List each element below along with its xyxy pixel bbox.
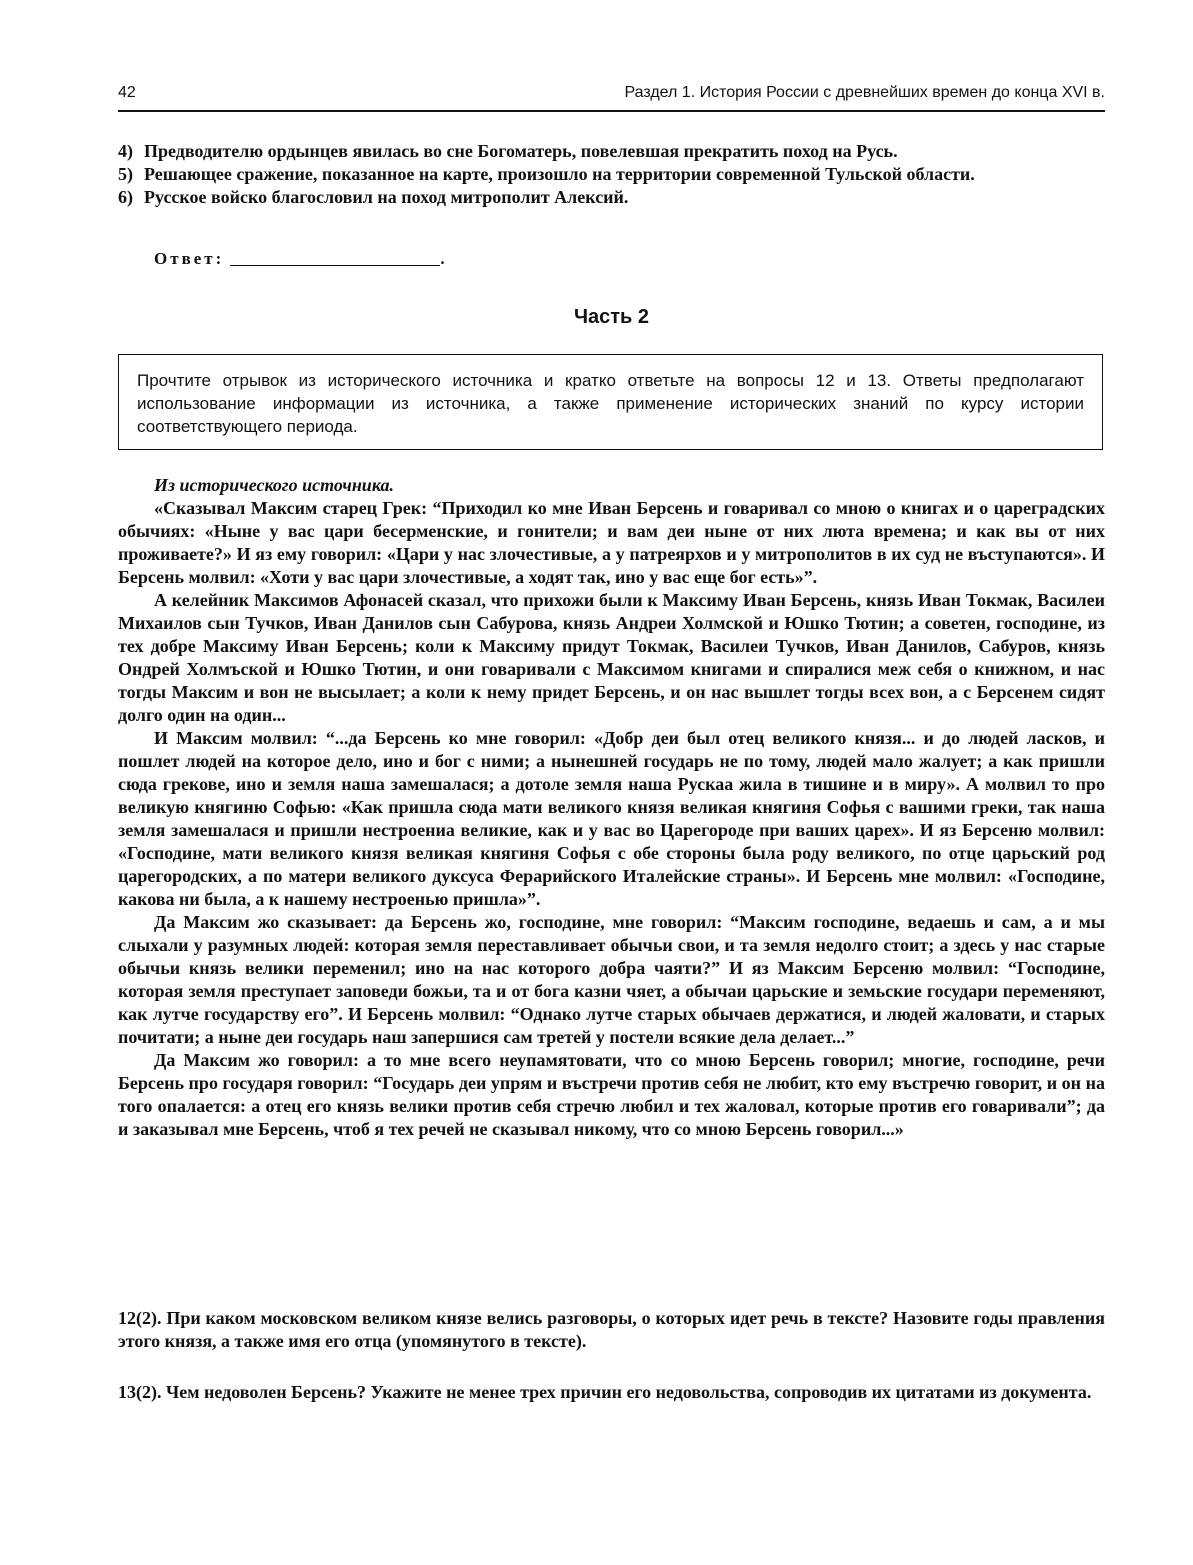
- item-number: 4): [118, 141, 133, 161]
- source-paragraph: «Сказывал Максим старец Грек: “Приходил ко мне Иван Берсень и говаривал со мною о книгах и о цареградских обычиях: «Ныне у вас цари бесерменские, и гонители; и вам деи ныне от них люта времена; и как вы от них проживаете?» И яз ему говорил: «Цари у нас злочестивые, а у патреярхов и у митрополитов в их суд не въступаются». И Берсень молвил: «Хоти у вас цари злочестивые, а ходят так, ино у вас еще бог есть»”.: [118, 498, 1105, 587]
- header-divider: [118, 110, 1105, 112]
- answer-tail: .: [440, 249, 448, 268]
- item-text: Предводителю ордынцев явилась во сне Богоматерь, повелевшая прекратить поход на Русь.: [144, 141, 898, 161]
- answer-field[interactable]: [154, 247, 448, 269]
- item-text: Русское войско благословил на поход митрополит Алексий.: [144, 187, 629, 207]
- section-title: Раздел 1. История России с древнейших времен до конца XVI в.: [624, 84, 1105, 101]
- question-12: [118, 1307, 1105, 1353]
- source-paragraph: Да Максим жо говорил: а то мне всего неупамятовати, что со мною Берсень говорил; многие, господине, речи Берсень про государя говорил: “Государь деи упрям и въстречи против себя не любит, кто ему въстречю говорит, и он на того опалается: а отец его князь велики против себя стречю любил и тех жаловал, которые против его говаривали”; да и заказывал мне Берсень, чтоб я тех речей не сказывал никому, что со мною Берсень говорил...»: [118, 1050, 1105, 1139]
- instruction-text: Прочтите отрывок из исторического источника и кратко ответьте на вопросы 12 и 13. Ответы предполагают использование информации из источника, а также применение исторических знаний по курсу истории соответствующего периода.: [137, 371, 1084, 436]
- item-number: 6): [118, 187, 133, 207]
- answer-options: [118, 140, 1105, 209]
- item-text: Решающее сражение, показанное на карте, произошло на территории современной Тульской области.: [144, 164, 975, 184]
- source-heading: Из исторического источника.: [154, 475, 394, 495]
- question-number: 12(2).: [118, 1308, 162, 1328]
- question-text: Чем недоволен Берсень? Укажите не менее трех причин его недовольства, сопроводив их цитатами из документа.: [166, 1382, 1092, 1402]
- page-number: 42: [118, 84, 136, 101]
- question-text: При каком московском великом князе велись разговоры, о которых идет речь в тексте? Назовите годы правления этого князя, а также имя его отца (упомянутого в тексте).: [118, 1308, 1106, 1351]
- item-number: 5): [118, 164, 133, 184]
- part-title: Часть 2: [573, 306, 650, 328]
- answer-label: Ответ:: [154, 249, 225, 268]
- question-number: 13(2).: [118, 1382, 162, 1402]
- historical-source: [118, 474, 1105, 1141]
- source-paragraph: А келейник Максимов Афонасей сказал, что прихожи были к Максиму Иван Берсень, князь Иван Токмак, Василеи Михаилов сын Тучков, Иван Данилов сын Сабурова, князь Андреи Холмской и Юшко Тютин; а советен, господине, из тех добре Максиму Иван Берсень; коли к Максиму придут Токмак, Василеи Тучков, Иван Данилов, Сабуров, князь Ондрей Холмъской и Юшко Тютин, и они говаривали с Максимом книгами и спиралися меж себя о книжном, и нас тогды Максим и вон не высылает; а коли к нему придет Берсень, и он нас вышлет тогды всех вон, а с Берсенем сидят долго один на один...: [118, 590, 1105, 725]
- list-item: [118, 186, 1105, 209]
- list-item: [118, 140, 1105, 163]
- question-13: [118, 1381, 1105, 1404]
- answer-line[interactable]: [230, 247, 440, 266]
- source-paragraph: И Максим молвил: “...да Берсень ко мне говорил: «Добр деи был отец великого князя... и до людей ласков, и пошлет людей на которое дело, ино и бог с ними; а нынешней государь не по тому, людей мало жалует; а как пришли сюда грекове, ино и земля наша замешалася; а дотоле земля наша Рускаа жила в тишине и в миру». А молвил то про великую княгиню Софью: «Как пришла сюда мати великого князя великая княгиня Софья с вашими греки, так наша земля замешалася и пришли нестроениа великие, как и у вас во Цaрегороде при ваших царех». И яз Берсеню молвил: «Господине, мати великого князя великая княгиня Софья с обе стороны была роду великого, по отце царьский род царегородских, а по матери великого дуксуса Ферарийского Италейские страны». И Берсень мне молвил: «Господине, какова ни была, а к нашему нестроенью пришла»”.: [118, 728, 1105, 909]
- instruction-box: [118, 354, 1103, 450]
- list-item: [118, 163, 1105, 186]
- source-paragraph: Да Максим жо сказывает: да Берсень жо, господине, мне говорил: “Максим господине, ведаешь и сам, а и мы слыхали у разумных людей: которая земля переставливает обычьи свои, и та земля недолго стоит; а здесь у нас старые обычьи князь велики переменил; ино на нас которого добра чаяти?” И яз Максим Берсеню молвил: “Господине, которая земля преступает заповеди божьи, та и от бога казни чяет, а обычаи царьские и земьские государи переменяют, как лутче государству его”. И Берсень молвил: “Однако лутче старых обычаев держатися, и людей жаловати, и старых почитати; а ныне деи государь наш запершися сам третей у постели всякие дела делает...”: [118, 912, 1105, 1047]
- page-header: [118, 84, 1105, 112]
